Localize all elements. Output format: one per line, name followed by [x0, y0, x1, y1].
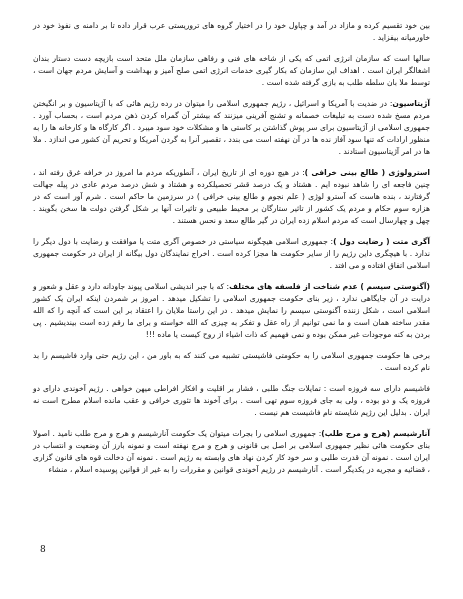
paragraph: فاشیسم دارای سه فروزه است : تمایلات جنگ طلبی ، فشار بر اقلیت و افکار افراطی میهن خواهی . رژیم آخوندی دارای دو فروزه یک و دو بوده ، ولی به جای فروزه سوم تهی است . برای آخوند ها تئوری خرافی و عقب مانده اسلام مطرح است نه ایران . بدلیل این رژیم شایسته نام فاشیست هم نیست .: [33, 384, 430, 417]
paragraph-heading: آژیتاسیون: [392, 99, 430, 108]
paragraph-heading: (آگنوستی سیسم ) عدم شناخت از فلسفه های مختلف: [229, 282, 430, 291]
page-number: 8: [40, 545, 46, 555]
paragraph: برخی ها حکومت جمهوری اسلامی را به حکومتی فاشیستی تشبیه می کنند که به باور من ، این رژیم حتی وارد فاشیسم را بد نام کرده است .: [33, 351, 430, 372]
paragraph: استرولوژی ( طالع بینی خرافی ): در هیچ دوره ای از تاریخ ایران ، آنطوریکه مردم ما امروز در خرافه غرق رفته اند ، چنین فاجعه ای را شاهد نبوده ایم . هشتاد و یک درصد قشر تحصیلکرده و هشتاد و شش درصد مردم عادی در پیله جهالت گرفتارند ، بنده هاست که آسترو لوژی ( علم نجوم و طالع بینی خرافی ) در سرزمین ما حاکم است . شرم آور است که در هزاره سوم حکام و مردم یک کشور از تاثیر ستارگان بر محیط طبیعی و تاثیرات آنها بر شکل گرفتن دولت ها سخن بگویند . چهل و چهارسال است که مردم اسلام زده ایران در گیر طالع سعد و نحس هستند .: [33, 168, 430, 225]
paragraph: آژیتاسیون: در ضدیت با آمریکا و اسرائیل ، رژیم جمهوری اسلامی را میتوان در رده رژیم هائی که با آژیتاسیون و بر انگیختن مردم مسخ شده دست به تبلیغات خصمانه و تشنج آفرینی میزنند که بیشتر آن گمراه کردن ذهن مردم است ، بحساب آورد . جمهوری اسلامی از آژیتاسیون برای سر پوش گذاشتن بر کاستی ها و مشکلات خود سود میبرد . اگر کارگاه ها و کارخانه ها را به منظور ارادات که تنها سود آفاز نده ها در آن نهفته است می بندد ، تقصیر آنرا به گردن آمریکا و تحریم آن کشور می اندازد . ملا ها در امر آژیتاسیون استادند .: [33, 99, 430, 156]
document-page: [33, 20, 430, 485]
paragraph: (آگنوستی سیسم ) عدم شناخت از فلسفه های مختلف: که با جبر اندیشی اسلامی پیوند جاودانه دارد و عقل و شعور و درایت در آن جایگاهی ندارد ، زیر بنای حکومت جمهوری اسلامی را تشکیل میدهد . امروز بر شمردن اینکه ایران یک کشور اسلامی است ، شکل زننده آگنوستی سیسم را نمایش میدهد . در این راستا ملایان را اعتقاد بر این است که آنچه را که الله مقدر ساخته همان است و ما نمی توانیم از راه عقل و تفکر به چیزی که الله خواسته و برای ما رقم زده است بیندیشیم . پی بردن به کنه موجودات غیر ممکن بوده و نمی فهمیم که ذات اشیاء از روح کیست یا ماده !!!: [32, 282, 430, 339]
paragraph: آگری متت ( رضایت دول ): جمهوری اسلامی هیچگونه سیاستی در خصوص آگری متت یا موافقت و رضایت با دول دیگر را ندارد . با هیچگری داین رژیم را از سایر حکومت ها مجزا کرده است . اخراج نمایندگان دول بیگانه از ایران در حکومت جمهوری اسلامی اتفاق افتاده و می افتد .: [33, 237, 430, 270]
paragraph: آنارشیسم (هرج و مرج طلب): جمهوری اسلامی را بجرات میتوان یک حکومت آنارشیسم و هرج و مرج طلب نامید . اصولا بنای حکومت هائی نظیر جمهوری اسلامی بر اصل بی قانونی و هرج و مرج نهفته است و نمونه بارز آن وضعیت و انتساب در ایران است . نمونه آن قدرت طلبی و سر خود کار کردن نهاد های وابسته به رژیم است . نمونه آن دخالت قوه های قانون گزاری ، قضائیه و مجریه در یکدیگر است . آنارشیسم در رژیم آخوندی قوانین و مقررات را به غیر از قوانین پوسیده اسلام ، منشاء: [33, 429, 430, 474]
paragraph: بین خود تقسیم کرده و مازاد در آمد و چپاول خود را در اختیار گروه های تروریستی عرب قرار داده تا بر دامنه ی نفوذ خود در خاورمیانه بیفزاید .: [33, 21, 430, 42]
paragraph-heading: استرولوژی ( طالع بینی خرافی ): [304, 168, 430, 177]
paragraph-heading: آگری متت ( رضایت دول ): [333, 237, 430, 246]
paragraph: سالها است که سازمان انرژی اتمی که یکی از شاخه های فنی و رفاهی سازمان ملل متحد است بازیچه دست دستار بندان اشغالگر ایران است . اهداف این سازمان که بکار گیری خدمات انرژی اتمی صلح آمیز و بهداشت و آسایش مردم جهان است ، توسط ملا بان سلطه طلب به بازی گرفته شده است .: [33, 54, 430, 87]
paragraph-heading: آنارشیسم (هرج و مرج طلب): [321, 429, 430, 438]
